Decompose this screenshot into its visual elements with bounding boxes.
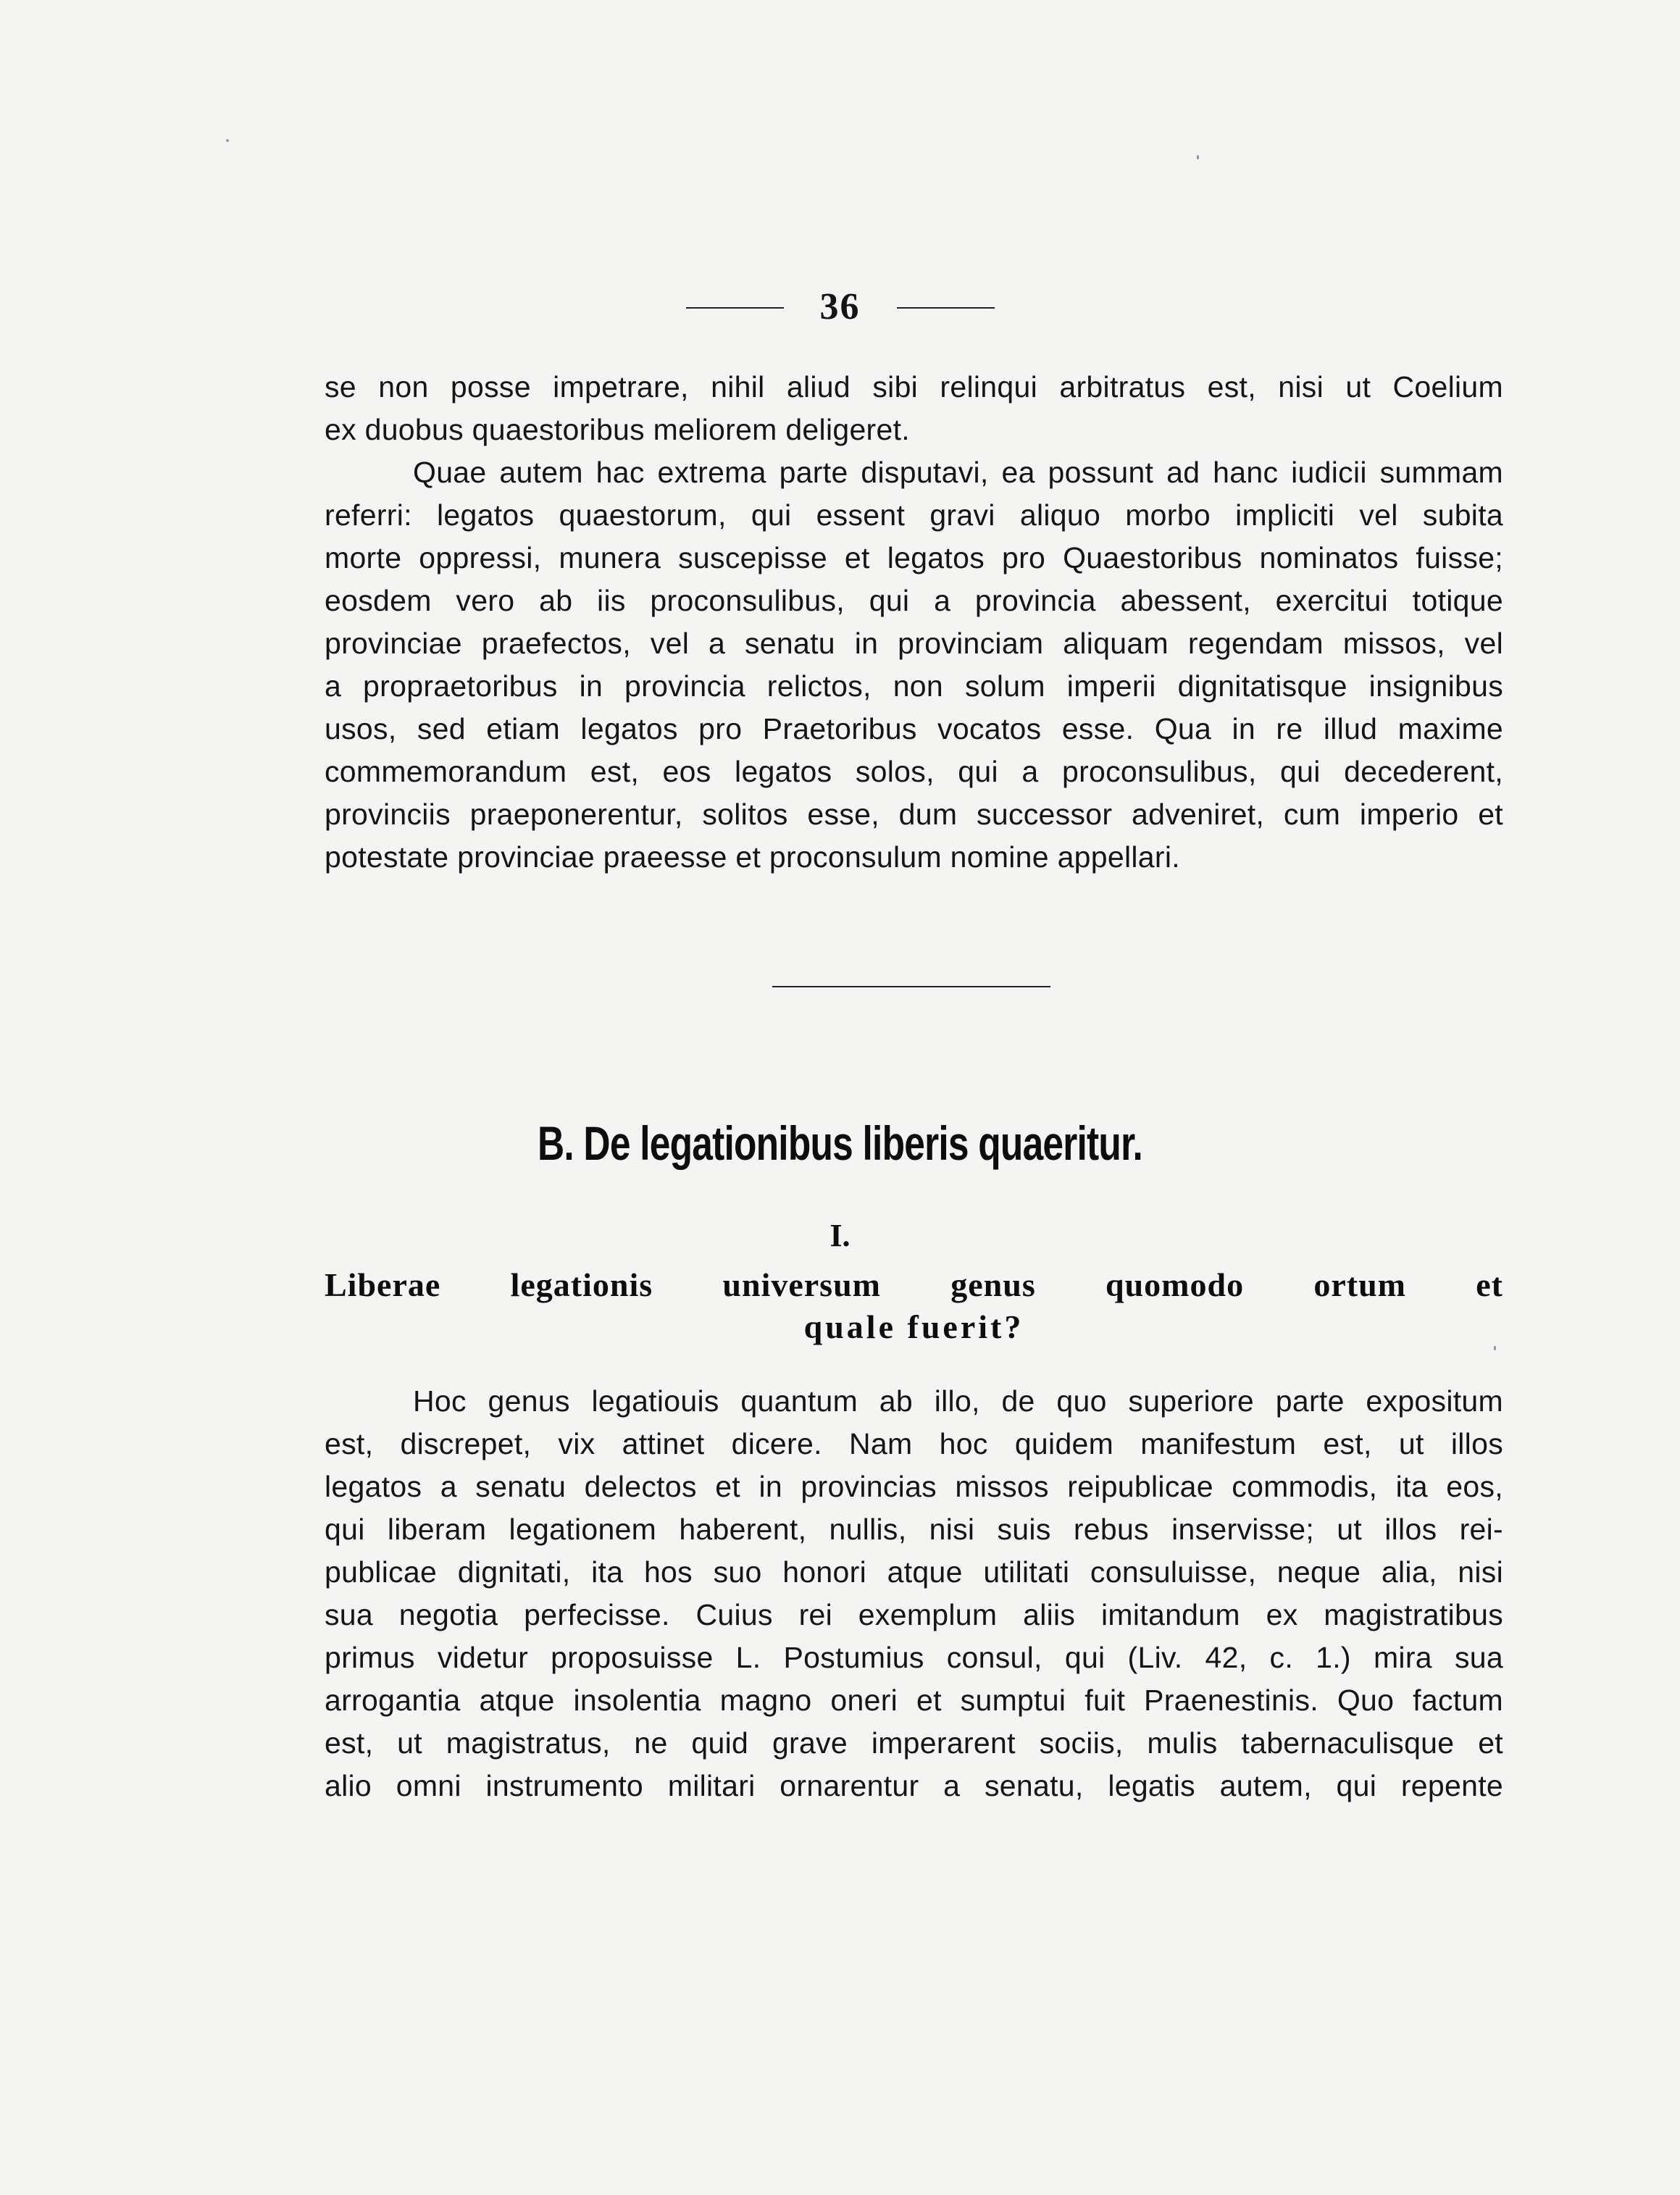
text-line: commemorandum est, eos legatos solos, qui a proconsulibus, qui decederent, (325, 755, 1503, 788)
text-line: Hoc genus legatiouis quantum ab illo, de quo superiore parte expositum (413, 1384, 1503, 1418)
text-line: qui liberam legationem haberent, nullis, nisi suis rebus inservisse; ut illos rei- (325, 1513, 1503, 1546)
text-line: Quae autem hac extrema parte disputavi, ea possunt ad hanc iudicii summam (413, 456, 1503, 489)
text-line: ex duobus quaestoribus meliorem deligeret. (325, 413, 910, 446)
text-line: eosdem vero ab iis proconsulibus, qui a provincia abessent, exercitui totique (325, 584, 1503, 617)
text-line: est, ut magistratus, ne quid grave imperarent sociis, mulis tabernaculisque et (325, 1726, 1503, 1760)
text-line: arrogantia atque insolentia magno oneri et sumptui fuit Praenestinis. Quo factum (325, 1684, 1503, 1717)
paragraph-two (325, 1380, 1503, 1807)
text-line: sua negotia perfecisse. Cuius rei exemplum aliis imitandum ex magistratibus (325, 1598, 1503, 1631)
paper-speck (1197, 155, 1199, 159)
paper-speck (226, 139, 229, 142)
text-line: alio omni instrumento militari ornarentur a senatu, legatis autem, qui repente (325, 1769, 1503, 1802)
chapter-title-line: quale fuerit? (803, 1308, 1024, 1345)
page-number: 36 (819, 285, 861, 327)
text-line: potestate provinciae praeesse et proconsulum nomine appellari. (325, 840, 1180, 874)
text-line: publicae dignitati, ita hos suo honori atque utilitati consuluisse, neque alia, nisi (325, 1555, 1503, 1589)
text-line: provinciis praeponerentur, solitos esse, dum successor adveniret, cum imperio et (325, 798, 1503, 831)
chapter-number: I. (829, 1218, 851, 1253)
text-line: provinciae praefectos, vel a senatu in provinciam aliquam regendam missos, vel (325, 627, 1503, 660)
chapter-title-line: Liberae legationis universum genus quomodo ortum et (325, 1266, 1503, 1303)
chapter-title (325, 1264, 1503, 1348)
text-line: se non posse impetrare, nihil aliud sibi relinqui arbitratus est, nisi ut Coelium (325, 370, 1503, 404)
section-title: B. De legationibus liberis quaeritur. (537, 1116, 1143, 1170)
text-line: primus videtur proposuisse L. Postumius consul, qui (Liv. 42, c. 1.) mira sua (325, 1641, 1503, 1674)
paragraph-one (325, 366, 1503, 879)
page-header (0, 281, 1680, 332)
header-rule-left (686, 307, 784, 309)
header-rule-right (897, 307, 995, 309)
text-line: est, discrepet, vix attinet dicere. Nam hoc quidem manifestum est, ut illos (325, 1427, 1503, 1460)
text-line: morte oppressi, munera suscepisse et legatos pro Quaestoribus nominatos fuisse; (325, 541, 1503, 574)
text-line: referri: legatos quaestorum, qui essent gravi aliquo morbo impliciti vel subita (325, 498, 1503, 532)
text-line: legatos a senatu delectos et in provincias missos reipublicae commodis, ita eos, (325, 1470, 1503, 1503)
text-line: usos, sed etiam legatos pro Praetoribus vocatos esse. Qua in re illud maxime (325, 712, 1503, 745)
text-line: a propraetoribus in provincia relictos, non solum imperii dignitatisque insignibus (325, 669, 1503, 703)
section-divider (772, 986, 1050, 987)
